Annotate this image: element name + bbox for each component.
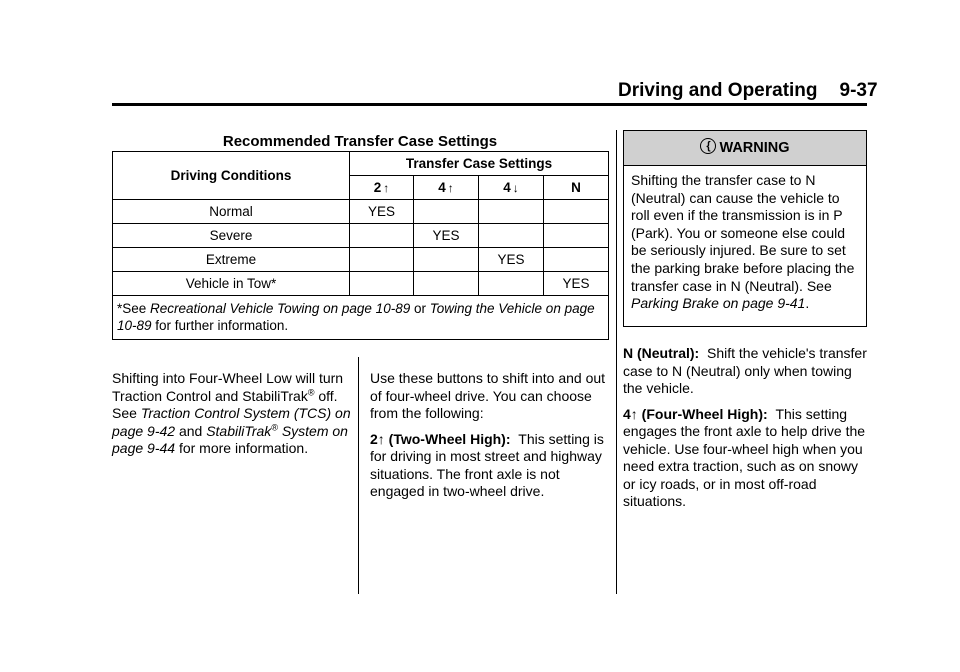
warning-title: WARNING bbox=[719, 140, 790, 156]
mode-header: N bbox=[544, 176, 609, 200]
setting-cell bbox=[544, 248, 609, 272]
setting-cell bbox=[414, 272, 479, 296]
table-title: Recommended Transfer Case Settings bbox=[222, 133, 498, 150]
setting-cell bbox=[479, 272, 544, 296]
mode-header: 4 ↑ bbox=[414, 176, 479, 200]
column-divider bbox=[616, 130, 617, 594]
arrow-down-icon: ↓ bbox=[512, 181, 519, 195]
setting-cell: YES bbox=[414, 224, 479, 248]
warning-header bbox=[624, 131, 866, 166]
setting-cell: YES bbox=[479, 248, 544, 272]
setting-cell bbox=[350, 248, 414, 272]
table-row bbox=[113, 248, 609, 272]
warning-text: Shifting the transfer case to N (Neutral) can cause the vehicle to roll even if the transmission is in P (Park). You or someone else could be seriously injured. Be sure to set the parking brake before placing the transfer case in N (Neutral). See Parking Brake on page 9-41. bbox=[631, 172, 855, 312]
transfer-settings-header: Transfer Case Settings bbox=[350, 152, 609, 176]
driving-conditions-header: Driving Conditions bbox=[113, 152, 350, 200]
reference-link: Parking Brake on page 9-41 bbox=[631, 295, 806, 312]
header-rule bbox=[112, 103, 867, 106]
paragraph: Shifting into Four-Wheel Low will turn Traction Control and StabiliTrak® off. See Traction Control System (TCS) on page 9-42 and StabiliTrak® System on page 9-44 for more information. bbox=[112, 370, 351, 456]
setting-cell bbox=[479, 224, 544, 248]
transfer-case-table bbox=[112, 151, 609, 340]
paragraph: 4↑ (Four-Wheel High): This setting engages the front axle to help drive the vehicle. Use four-wheel high when you need extra traction, such as on snowy or icy roads, or in most off-road situations. bbox=[623, 405, 866, 509]
warning-box bbox=[623, 130, 867, 327]
reference-link: StabiliTrak® System on page 9-44 bbox=[112, 421, 348, 456]
mode-header: 4 ↓ bbox=[479, 176, 544, 200]
reference-link: Traction Control System (TCS) on page 9-42 bbox=[112, 405, 351, 439]
paragraph: N (Neutral): Shift the vehicle's transfer case to N (Neutral) only when towing the vehicle. bbox=[623, 345, 867, 396]
reference-link: Towing the Vehicle on page 10-89 bbox=[117, 301, 595, 333]
arrow-up-icon: ↑ bbox=[377, 430, 385, 447]
column-divider bbox=[358, 357, 359, 594]
setting-cell: YES bbox=[544, 272, 609, 296]
right-column bbox=[623, 345, 867, 519]
term-label: N (Neutral): bbox=[623, 345, 700, 361]
condition-cell: Vehicle in Tow* bbox=[113, 272, 350, 296]
paragraph: Use these buttons to shift into and out of four-wheel drive. You can choose from the following: bbox=[370, 370, 606, 421]
table-footnote: *See Recreational Vehicle Towing on page 10-89 or Towing the Vehicle on page 10-89 for further information. bbox=[113, 296, 609, 340]
arrow-up-icon: ↑ bbox=[630, 405, 638, 422]
setting-cell bbox=[544, 200, 609, 224]
setting-cell bbox=[414, 248, 479, 272]
left-column bbox=[112, 370, 352, 466]
reference-link: Recreational Vehicle Towing on page 10-89 bbox=[150, 301, 411, 316]
warning-icon: { bbox=[700, 138, 716, 154]
page-number: 9-37 bbox=[839, 80, 878, 101]
mode-header: 2 ↑ bbox=[350, 176, 414, 200]
arrow-up-icon: ↑ bbox=[383, 181, 390, 195]
condition-cell: Extreme bbox=[113, 248, 350, 272]
condition-cell: Normal bbox=[113, 200, 350, 224]
table-row bbox=[113, 224, 609, 248]
paragraph: 2↑ (Two-Wheel High): This setting is for driving in most street and highway situations. The front axle is not engaged in two-wheel drive. bbox=[370, 430, 604, 499]
setting-cell bbox=[414, 200, 479, 224]
condition-cell: Severe bbox=[113, 224, 350, 248]
term-label: 4↑ (Four-Wheel High): bbox=[623, 405, 768, 422]
setting-cell bbox=[479, 200, 544, 224]
table-row bbox=[113, 200, 609, 224]
table-row bbox=[113, 272, 609, 296]
middle-column bbox=[370, 370, 608, 509]
section-title: Driving and Operating bbox=[618, 80, 818, 101]
setting-cell bbox=[350, 224, 414, 248]
arrow-up-icon: ↑ bbox=[447, 181, 454, 195]
setting-cell: YES bbox=[350, 200, 414, 224]
setting-cell bbox=[350, 272, 414, 296]
term-label: 2↑ (Two-Wheel High): bbox=[370, 430, 511, 447]
setting-cell bbox=[544, 224, 609, 248]
page-header bbox=[618, 80, 878, 102]
